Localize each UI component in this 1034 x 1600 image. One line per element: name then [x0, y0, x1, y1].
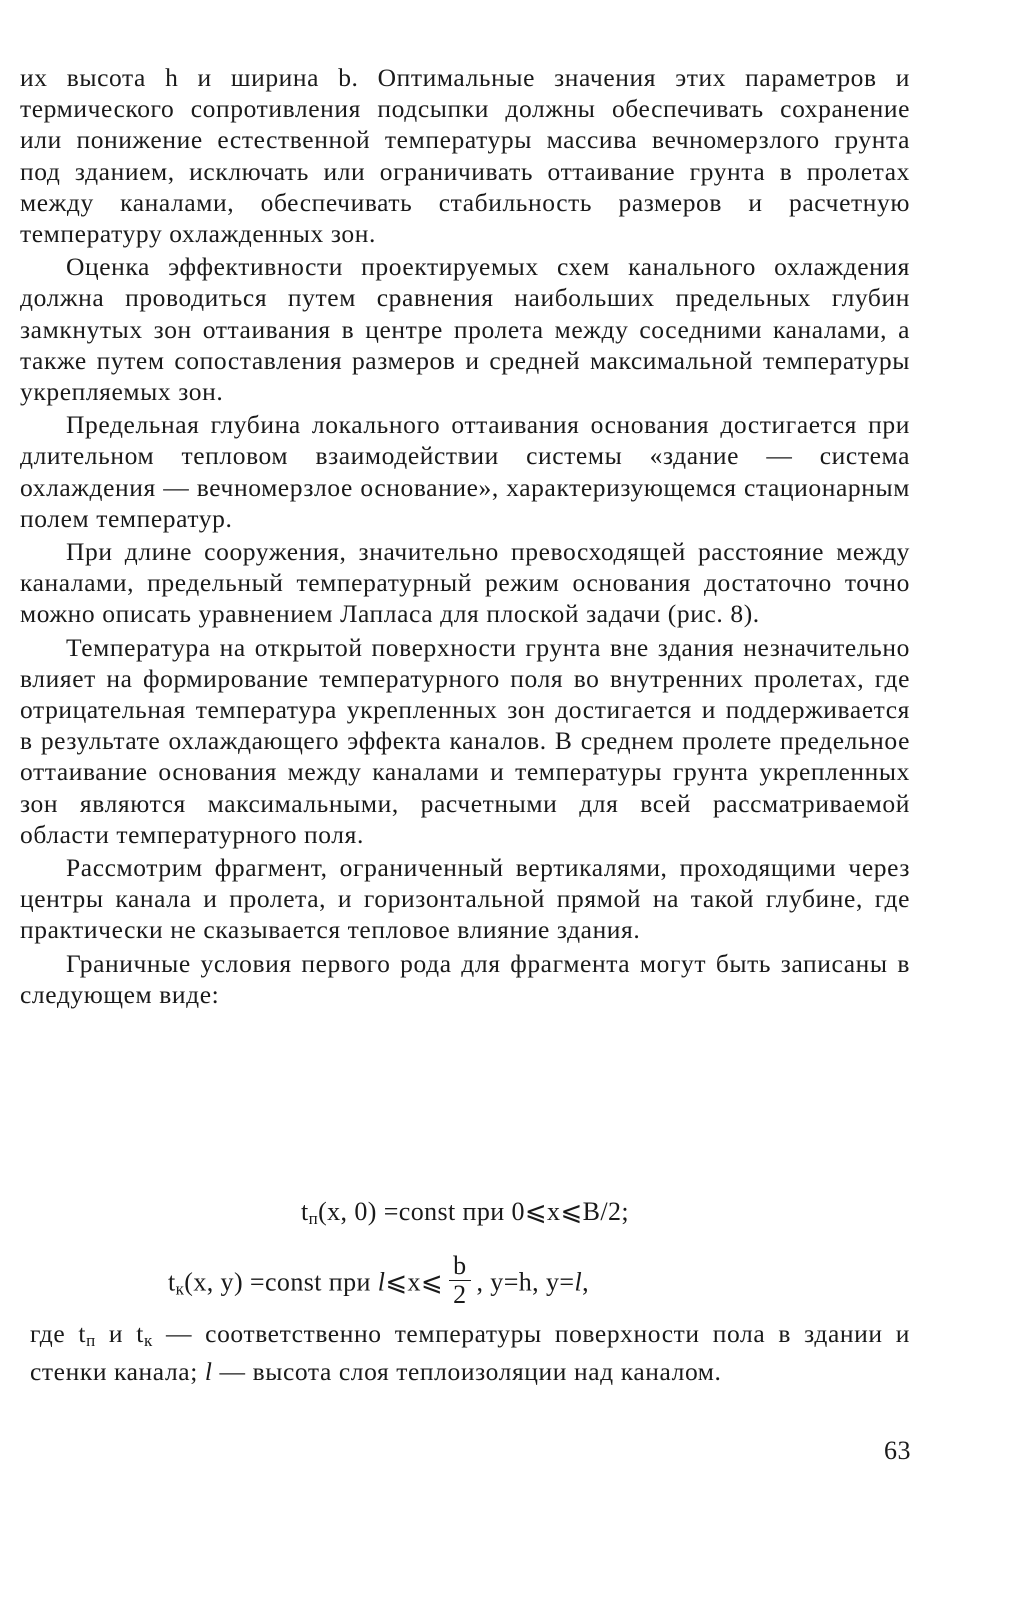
where-part-1: где t — [30, 1319, 87, 1348]
where-sub-1: п — [86, 1331, 96, 1350]
formula-2-l-end: l — [574, 1267, 583, 1297]
page-number: 63 — [884, 1436, 911, 1465]
body-text — [20, 62, 910, 1010]
formula-1-body: (x, 0) =const при 0⩽x⩽B/2; — [318, 1197, 630, 1226]
paragraph-4: При длине сооружения, значительно превосходящей расстояние между каналами, предельный температурный режим основания достаточно точно можно описать уравнением Лапласа для плоской задачи (рис. 8). — [20, 537, 910, 629]
fraction-b-over-2 — [449, 1252, 470, 1309]
boundary-condition-channel — [0, 1238, 930, 1310]
paragraph-6: Рассмотрим фрагмент, ограниченный вертикалями, проходящими через центры канала и пролета, и горизонтальной прямой на такой глубине, где практически не сказывается тепловое влияние здания. — [20, 853, 910, 945]
formula-2-l: l — [377, 1267, 386, 1297]
formula-1-symbol: t — [300, 1197, 309, 1226]
formula-2-symbol: t — [168, 1267, 176, 1297]
where-l: l — [204, 1357, 213, 1387]
paragraph-3: Предельная глубина локального оттаивания основания достигается при длительном тепловом взаимодействии системы «здание — система охлаждения — вечномерзлое основание», характеризующемся стационарным полем температур. — [20, 410, 910, 533]
formula-2-comma: , — [582, 1267, 589, 1297]
formula-2-row — [168, 1251, 589, 1313]
formula-2-mid: ⩽x⩽ — [385, 1267, 444, 1297]
where-sub-2: к — [143, 1331, 153, 1350]
paragraph-7: Граничные условия первого рода для фрагмента могут быть записаны в следующем виде: — [20, 948, 910, 1009]
paragraph-2: Оценка эффективности проектируемых схем канального охлаждения должна проводиться путем сравнения наибольших предельных глубин замкнутых зон оттаивания в центре пролета между соседними каналами, а также путем сопоставления размеров и средней максимальной температуры укрепляемых зон. — [20, 252, 910, 407]
paragraph-1: их высота h и ширина b. Оптимальные значения этих параметров и термического сопротивления подсыпки должны обеспечивать сохранение или понижение естественной температуры массива вечномерзлого грунта под зданием, исключать или ограничивать оттаивание грунта в пролетах между каналами, обеспечивать стабильность размеров и расчетную температуру охлажденных зон. — [20, 63, 910, 249]
formula-2-tail: , y=h, y= — [476, 1267, 575, 1297]
where-part-4: — высота слоя теплоизоляции над каналом. — [212, 1357, 722, 1387]
formula-1-subscript: п — [308, 1209, 319, 1228]
boundary-condition-floor — [0, 1196, 930, 1235]
fraction-denominator: 2 — [453, 1280, 467, 1309]
where-explanation — [30, 1318, 910, 1387]
where-part-3: — соответственно температуры поверхности пола в здании и стенки канала; — [30, 1319, 910, 1387]
paragraph-5: Температура на открытой поверхности грунта вне здания незначительно влияет на формирование температурного поля во внутренних пролетах, где отрицательная температура укрепленных зон достигается и поддерживается в результате охлаждающего эффекта каналов. В среднем пролете предельное оттаивание основания между каналами и температуры грунта укрепленных зон являются максимальными, расчетными для всей рассматриваемой области температурного поля. — [20, 632, 910, 849]
formula-2-lead: (x, y) =const при — [184, 1267, 378, 1297]
formula-2-subscript: к — [175, 1279, 185, 1299]
fraction-numerator: b — [449, 1252, 470, 1281]
where-part-2: и t — [95, 1319, 144, 1348]
